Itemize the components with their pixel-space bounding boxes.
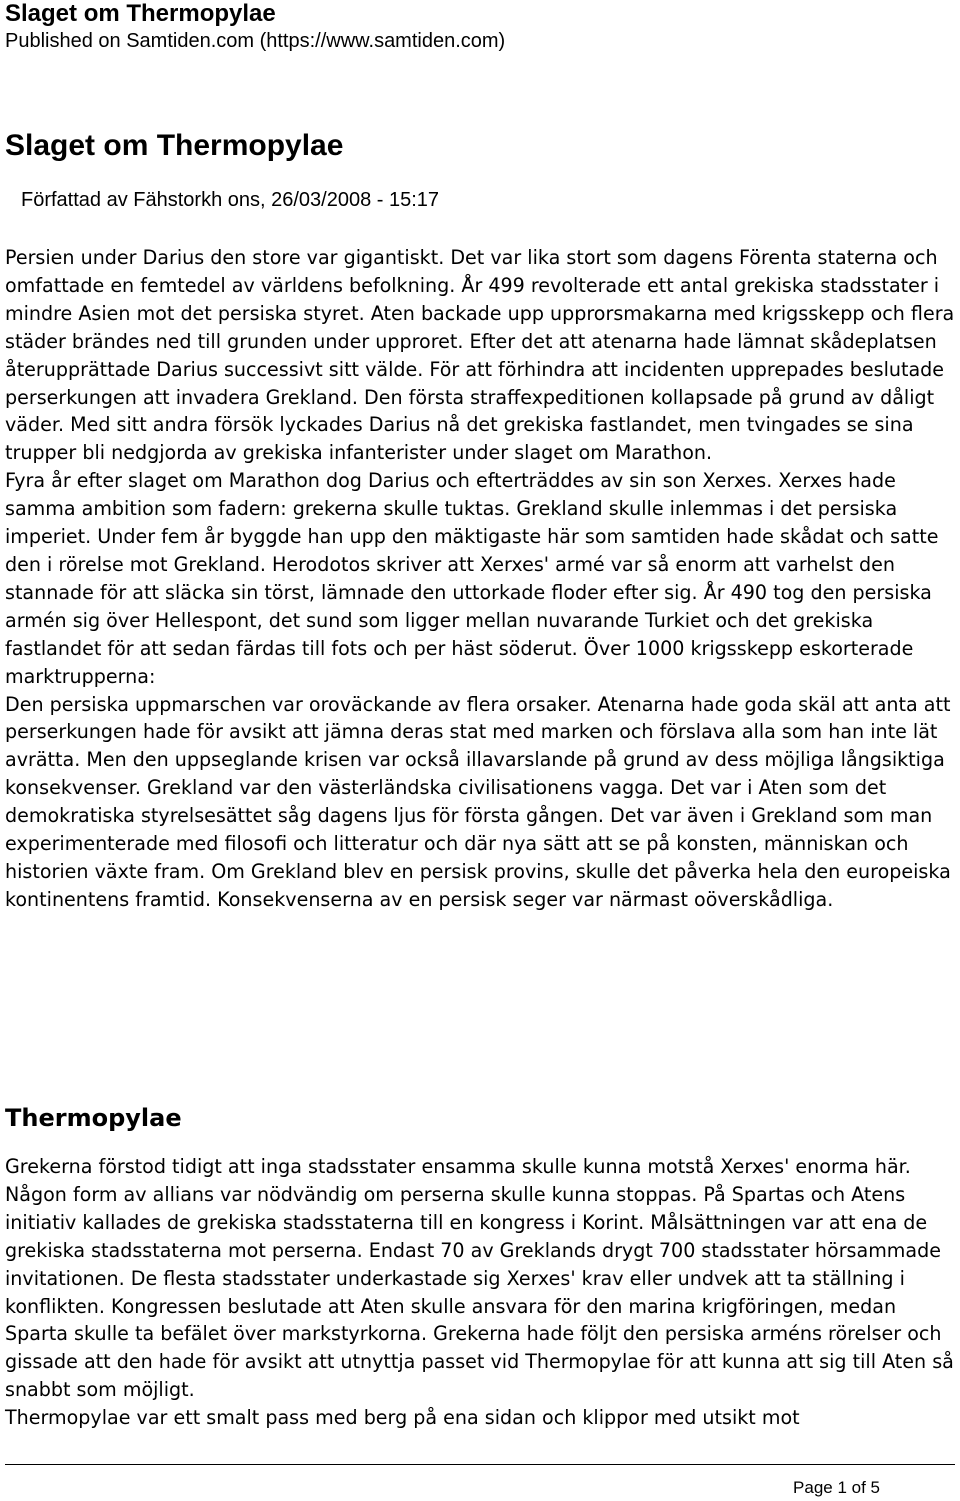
paragraph: Thermopylae var ett smalt pass med berg på ena sidan och klippor med utsikt mot <box>5 1406 800 1430</box>
section-title: Thermopylae <box>5 1104 182 1132</box>
site-title: Slaget om Thermopylae <box>5 0 276 27</box>
page-number: Page 1 of 5 <box>793 1478 880 1497</box>
paragraph: Persien under Darius den store var gigantiskt. Det var lika stort som dagens Förenta staterna och omfattade en femtedel av världens befolkning. År 499 revolterade ett antal grekiska stadsstater i mindre Asien mot det persiska styret. Aten backade upp upprorsmakarna med krigsskepp och flera städer brändes ned till grunden under upproret. Efter det att atenarna hade lämnat skådeplatsen återupprättade Darius successivt sitt välde. För att förhindra att incidenten upprepades beslutade perserkungen att invadera Grekland. Den första straffexpeditionen kollapsade på grund av dåligt väder. Med sitt andra försök lyckades Darius nå det grekiska fastlandet, men tvingades se sina trupper bli nedgjorda av grekiska infanterister under slaget om Marathon. <box>5 246 955 465</box>
document-page <box>5 0 955 1430</box>
footer-divider <box>5 1464 955 1465</box>
paragraph: Fyra år efter slaget om Marathon dog Darius och efterträddes av sin son Xerxes. Xerxes hade samma ambition som fadern: grekerna skulle tuktas. Grekland skulle inlemmas i det persiska imperiet. Under fem år byggde han upp den mäktigaste här som samtiden hade skådat och satte den i rörelse mot Grekland. Herodotos skriver att Xerxes' armé var så enorm att varhelst den stannade för att släcka sin törst, lämnade den uttorkade floder efter sig. År 490 tog den persiska armén sig över Hellespont, det sund som ligger mellan nuvarande Turkiet och det grekiska fastlandet för att sedan färdas till fots och per häst söderut. Över 1000 krigsskepp eskorterade marktrupperna: <box>5 469 939 688</box>
paragraph: Den persiska uppmarschen var oroväckande av flera orsaker. Atenarna hade goda skäl att anta att perserkungen hade för avsikt att jämna deras stat med marken och förslava alla som han inte lät avrätta. Men den uppseglande krisen var också illavarslande på grund av dess möjliga långsiktiga konsekvenser. Grekland var den västerländska civilisationens vagga. Det var i Aten som det demokratiska styrelsesättet såg dagens ljus för första gången. Det var även i Grekland som man experimenterade med filosofi och litteratur och där nya sätt att se på konsten, människan och historien växte fram. Om Grekland blev en persisk provins, skulle det påverka hela den europeiska kontinentens framtid. Konsekvenserna av en persisk seger var närmast oöverskådliga. <box>5 692 951 911</box>
article-body <box>5 244 957 914</box>
article-title: Slaget om Thermopylae <box>5 129 344 162</box>
published-source-line: Published on Samtiden.com (https://www.samtiden.com) <box>5 30 506 52</box>
section-body <box>5 1153 957 1432</box>
article-byline: Författad av Fähstorkh ons, 26/03/2008 - 15:17 <box>21 189 440 211</box>
paragraph: Grekerna förstod tidigt att inga stadsstater ensamma skulle kunna motstå Xerxes' enorma här. Någon form av allians var nödvändig om perserna skulle kunna stoppas. På Spartas och Atens initiativ kallades de grekiska stadsstaterna till en kongress i Korint. Målsättningen var att ena de grekiska stadsstaterna mot perserna. Endast 70 av Greklands drygt 700 stadsstater hörsammade invitationen. De flesta stadsstater underkastade sig Xerxes' krav eller undvek att ta ställning i konflikten. Kongressen beslutade att Aten skulle ansvara för den marina krigföringen, medan Sparta skulle ta befälet över markstyrkorna. Grekerna hade följt den persiska arméns rörelser och gissade att den hade för avsikt att utnyttja passet vid Thermopylae för att kunna att sig till Aten så snabbt som möjligt. <box>5 1155 954 1402</box>
